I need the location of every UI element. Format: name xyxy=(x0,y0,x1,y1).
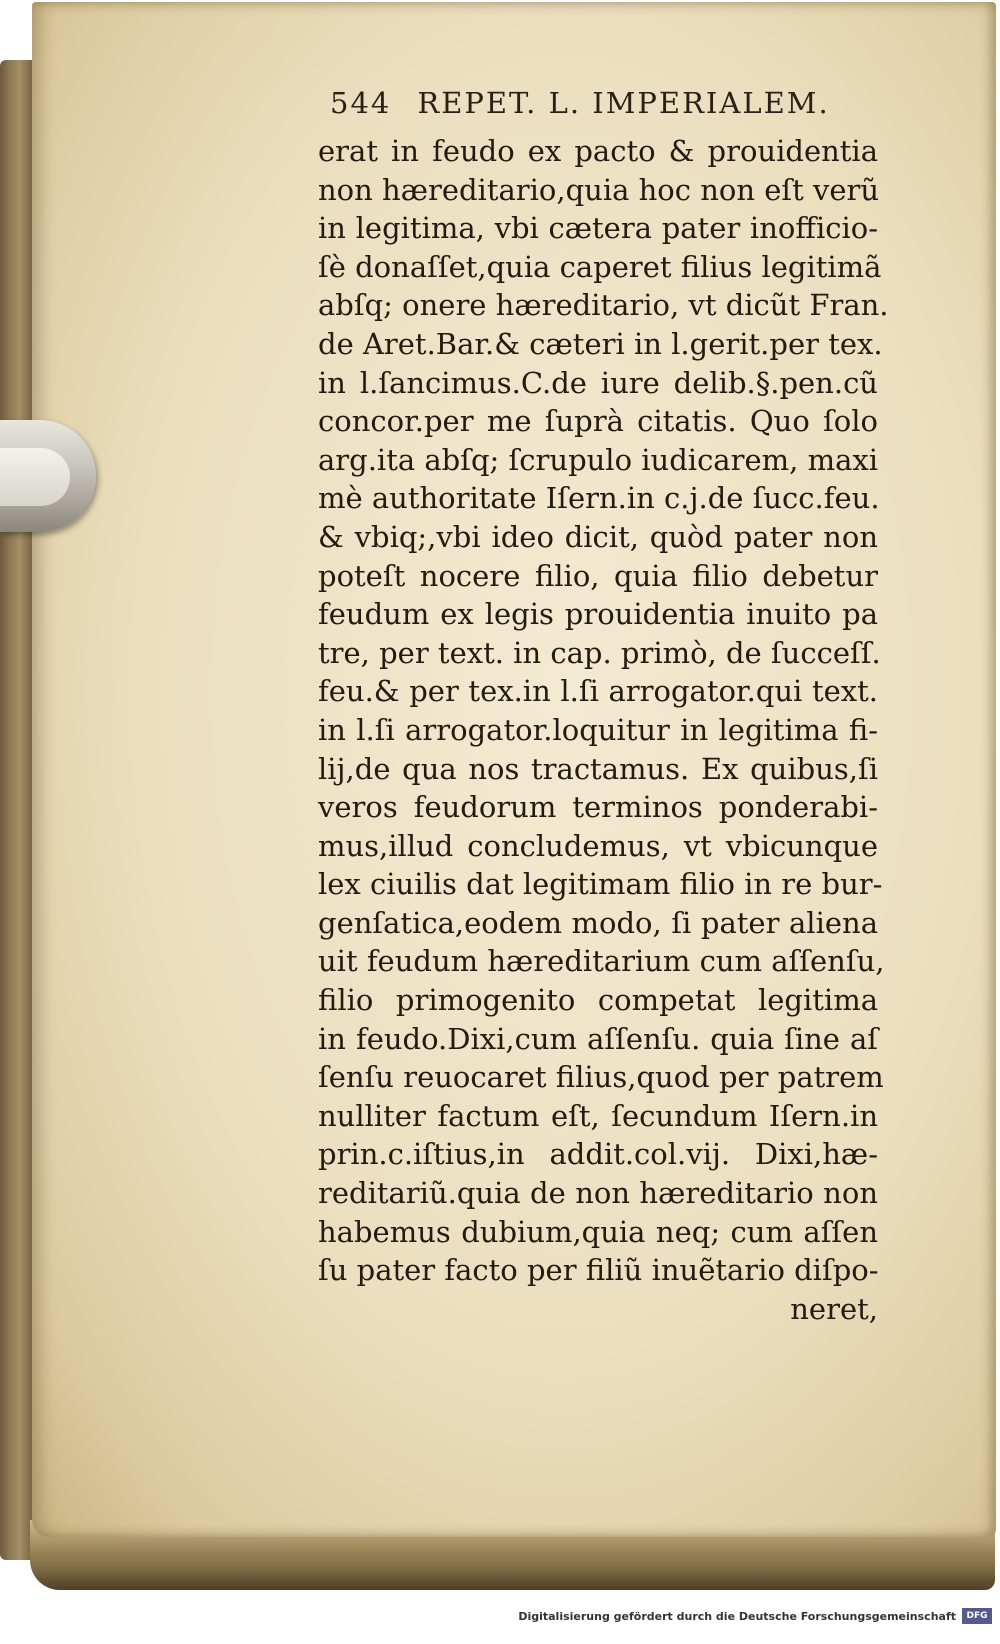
text-line: nulliter factum eſt, ſecundum Iſern.in xyxy=(318,1098,878,1133)
text-line: mus,illud concludemus, vt vbicunque xyxy=(318,828,878,863)
text-line: feu.& per tex.in l.ſi arrogator.qui text. xyxy=(318,674,878,709)
text-line: in feudo.Dixi,cum aſſenſu. quia ſine aſ xyxy=(318,1021,878,1056)
footer-bar xyxy=(0,1600,1000,1644)
text-line: in l.ſancimus.C.de iure delib.§.pen.cũ xyxy=(318,365,878,400)
text-line: mè authoritate Iſern.in c.j.de ſucc.feu. xyxy=(318,481,880,516)
text-body xyxy=(318,132,889,1328)
text-line: lij,de qua nos tractamus. Ex quibus,ſi xyxy=(318,751,878,786)
text-line: prin.c.iſtius,in addit.col.vij. Dixi,hæ- xyxy=(318,1137,878,1172)
text-line: feudum ex legis prouidentia inuito pa xyxy=(318,597,878,632)
running-title: REPET. L. IMPERIALEM. xyxy=(417,86,830,120)
text-line: in l.ſi arrogator.loquitur in legitima fi- xyxy=(318,712,878,747)
text-line: ſenſu reuocaret filius,quod per patrem xyxy=(318,1060,884,1095)
text-line: & vbiq;,vbi ideo dicit, quòd pater non xyxy=(318,519,878,554)
text-line: arg.ita abſq; ſcrupulo iudicarem, maxi xyxy=(318,442,878,477)
text-line: poteſt nocere filio, quia filio debetur xyxy=(318,558,878,593)
text-line: veros feudorum terminos ponderabi- xyxy=(318,790,878,825)
running-header xyxy=(330,86,850,126)
text-line: in legitima, vbi cætera pater inofficio- xyxy=(318,211,878,246)
text-line: uit feudum hæreditarium cum aſſenſu, xyxy=(318,944,885,979)
text-line: genſatica,eodem modo, ſi pater aliena xyxy=(318,905,878,940)
text-line: habemus dubium,quia neq; cum aſſen xyxy=(318,1214,878,1249)
dfg-logo: DFG xyxy=(962,1608,992,1624)
text-line: de Aret.Bar.& cæteri in l.gerit.per tex. xyxy=(318,326,883,361)
text-line: ſè donaſſet,quia caperet filius legitimã xyxy=(318,249,882,284)
text-line: tre, per text. in cap. primò, de ſucceſſ. xyxy=(318,635,881,670)
footer-credit: Digitalisierung gefördert durch die Deutsche Forschungsgemeinschaft xyxy=(518,1610,956,1623)
text-line: concor.per me ſuprà citatis. Quo ſolo xyxy=(318,404,878,439)
text-line: reditariũ.quia de non hæreditario non xyxy=(318,1176,878,1211)
text-line: lex ciuilis dat legitimam filio in re bur- xyxy=(318,867,883,902)
page-number: 544 xyxy=(330,86,392,120)
text-line: erat in feudo ex pacto & prouidentia xyxy=(318,134,878,168)
text-line: filio primogenito competat legitima xyxy=(318,983,878,1018)
catchword: neret, xyxy=(790,1291,878,1326)
text-line: abſq; onere hæreditario, vt dicũt Fran. xyxy=(318,288,889,323)
text-line: ſu pater facto per filiũ inuẽtario diſpo- xyxy=(318,1253,879,1288)
text-line: non hæreditario,quia hoc non eſt verũ xyxy=(318,172,880,207)
